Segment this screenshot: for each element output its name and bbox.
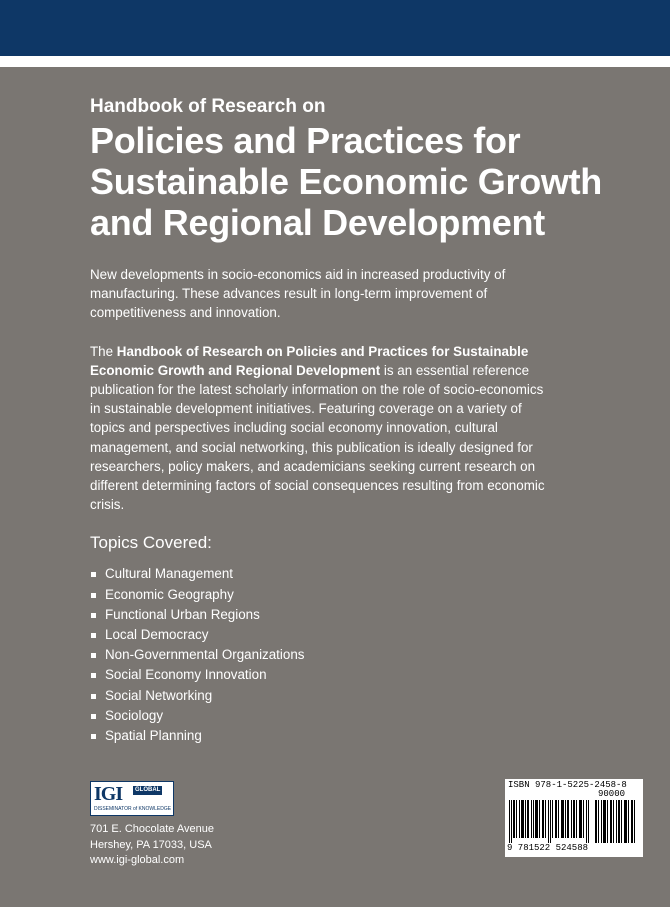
topic-label: Functional Urban Regions	[105, 606, 260, 622]
book-title-line-2: Sustainable Economic Growth	[90, 161, 602, 202]
topic-label: Local Democracy	[105, 627, 209, 643]
white-stripe	[0, 56, 670, 67]
topic-item	[90, 585, 590, 605]
logo-wordmark: IGI	[94, 783, 123, 805]
book-subtitle: Handbook of Research on	[90, 96, 326, 117]
logo-tagline: DISSEMINATOR of KNOWLEDGE	[94, 806, 172, 812]
topics-list	[90, 564, 590, 746]
book-title-line-3: and Regional Development	[90, 202, 545, 243]
topic-label: Social Economy Innovation	[105, 667, 267, 683]
topic-label: Spatial Planning	[105, 728, 202, 744]
square-bullet-icon	[91, 633, 96, 638]
description-paragraph	[90, 342, 550, 515]
topic-label: Non-Governmental Organizations	[105, 647, 305, 663]
description-prefix: The	[90, 343, 117, 359]
topic-item	[90, 726, 590, 746]
book-title	[90, 120, 602, 243]
topic-item	[90, 665, 590, 685]
square-bullet-icon	[91, 673, 96, 678]
topic-label: Sociology	[105, 707, 164, 723]
price-barcode-bars-icon	[593, 800, 639, 843]
topic-label: Cultural Management	[105, 566, 234, 582]
topic-item	[90, 605, 590, 625]
barcode-digits: 9 781522 524588	[507, 843, 589, 853]
square-bullet-icon	[91, 593, 96, 598]
address-city: Hershey, PA 17033, USA	[90, 838, 212, 851]
square-bullet-icon	[91, 714, 96, 719]
address-street: 701 E. Chocolate Avenue	[90, 823, 214, 835]
book-title-line-1: Policies and Practices for	[90, 120, 521, 161]
topic-item	[90, 564, 590, 584]
topic-label: Social Networking	[105, 687, 213, 703]
square-bullet-icon	[91, 613, 96, 618]
back-cover-content	[90, 96, 602, 746]
description-book-name: Handbook of Research on Policies and Practices for Sustainable Economic Growth and Regional Development	[90, 343, 529, 378]
topic-item	[90, 625, 590, 645]
price-code: 90000	[598, 789, 626, 799]
topic-label: Economic Geography	[105, 586, 234, 602]
top-color-band	[0, 0, 670, 56]
topic-item	[90, 706, 590, 726]
isbn-text: ISBN 978-1-5225-2458-8	[508, 780, 627, 790]
publisher-website: www.igi-global.com	[90, 854, 185, 866]
topic-item	[90, 645, 590, 665]
publisher-address	[90, 822, 214, 869]
intro-paragraph: New developments in socio-economics aid in increased productivity of manufacturing. These advances result in long-term improvement of competitiveness and innovation.	[90, 267, 506, 321]
isbn-barcode	[505, 779, 643, 857]
topic-item	[90, 686, 590, 706]
square-bullet-icon	[91, 653, 96, 658]
logo-global-tag: GLOBAL	[135, 787, 161, 793]
square-bullet-icon	[91, 734, 96, 739]
square-bullet-icon	[91, 694, 96, 699]
publisher-logo	[90, 781, 174, 816]
topics-heading: Topics Covered:	[90, 533, 212, 553]
description-body: is an essential reference publication for the latest scholarly information on the role of socio-economics in sustainable development initiatives. Featuring coverage on a variety of topics and perspectives including social economy innovation, cultural management, and social networking, this publication is ideally designed for researchers, policy makers, and academicians seeking current research on different determining factors of social consequences resulting from economic crisis.	[90, 362, 545, 513]
square-bullet-icon	[91, 572, 96, 577]
